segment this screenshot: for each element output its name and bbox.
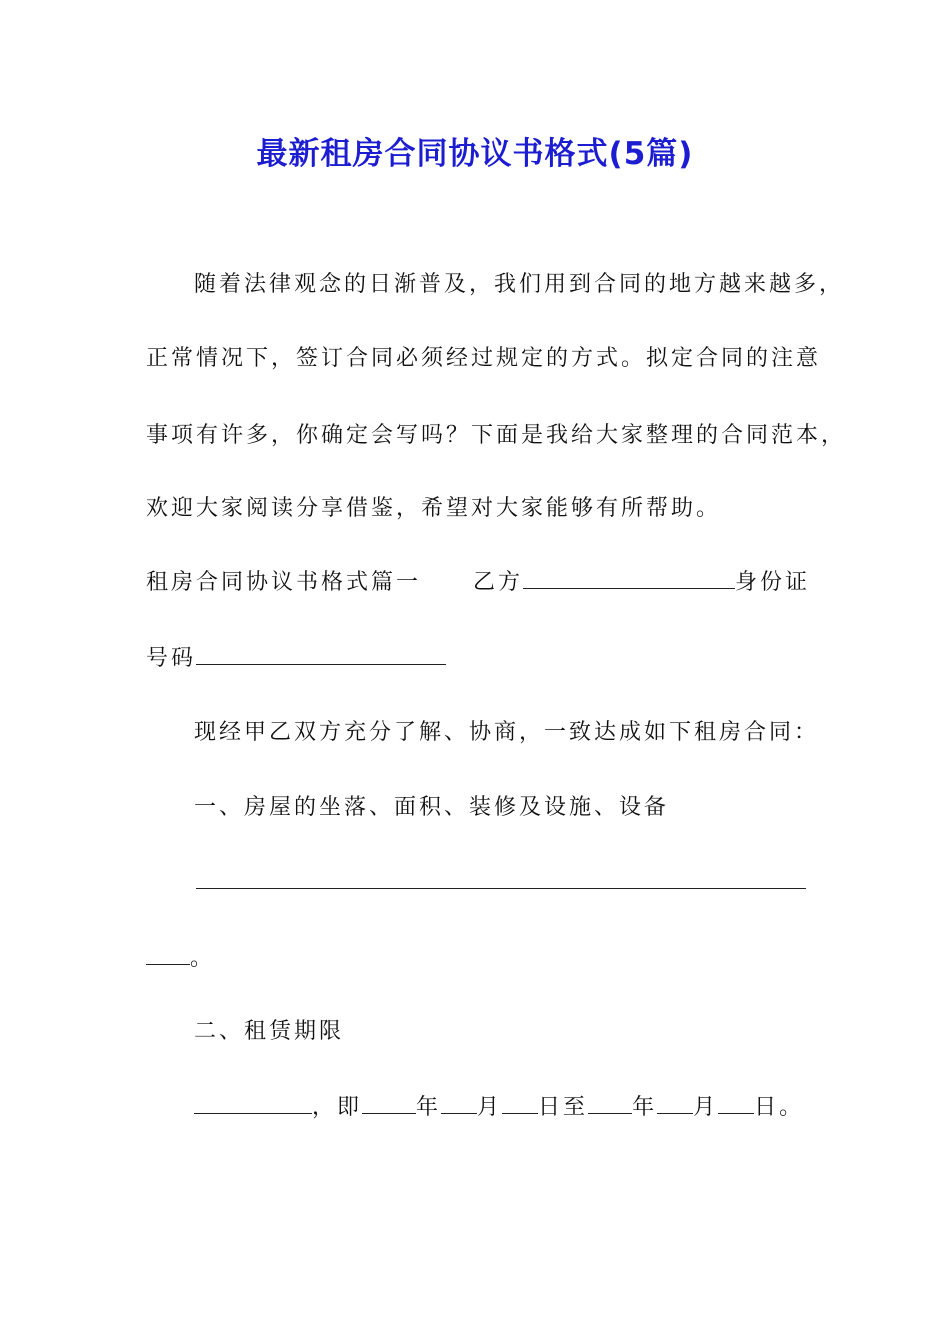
end-year-blank: [588, 1093, 632, 1114]
id-label: 身份证: [735, 570, 811, 595]
year-label-2: 年: [632, 1095, 658, 1120]
document-title: 最新租房合同协议书格式(5篇): [256, 136, 694, 172]
agreement-line: 现经甲乙双方充分了解、协商，一致达成如下租房合同：: [194, 720, 820, 745]
period-mark: 。: [190, 946, 216, 971]
month-label-2: 月: [693, 1095, 719, 1120]
section-heading: 租房合同协议书格式篇一: [146, 570, 422, 595]
start-month-blank: [441, 1093, 477, 1114]
intro-line-3: 事项有许多，你确定会写吗？下面是我给大家整理的合同范本，: [146, 423, 847, 448]
party-b-name-blank: [523, 568, 735, 589]
start-day-blank: [502, 1093, 538, 1114]
clause-1-end-line: [146, 944, 215, 974]
intro-line-1: 随着法律观念的日渐普及，我们用到合同的地方越来越多，: [194, 272, 845, 297]
end-day-blank: [718, 1093, 754, 1114]
property-description-blank-cont: [146, 944, 190, 965]
party-b-label: 乙方: [473, 570, 524, 595]
term-ji-text: ，即: [312, 1095, 363, 1120]
clause-1-heading: 一、房屋的坐落、面积、装修及设施、设备: [194, 795, 670, 820]
clause-2-heading: 二、租赁期限: [194, 1019, 345, 1044]
id-number-line: [146, 644, 446, 674]
intro-line-2: 正常情况下，签订合同必须经过规定的方式。拟定合同的注意: [146, 346, 822, 371]
year-label: 年: [416, 1095, 442, 1120]
month-label: 月: [477, 1095, 503, 1120]
end-month-blank: [657, 1093, 693, 1114]
term-duration-blank: [194, 1093, 312, 1114]
lease-term-line: [194, 1093, 804, 1123]
property-description-blank: [196, 888, 806, 889]
intro-line-4: 欢迎大家阅读分享借鉴，希望对大家能够有所帮助。: [146, 496, 722, 521]
day-to-label: 日至: [538, 1095, 589, 1120]
id-label-cont: 号码: [146, 646, 197, 671]
party-b-line: [146, 568, 810, 598]
id-number-blank: [196, 644, 446, 665]
day-end-label: 日。: [754, 1095, 805, 1120]
start-year-blank: [362, 1093, 416, 1114]
